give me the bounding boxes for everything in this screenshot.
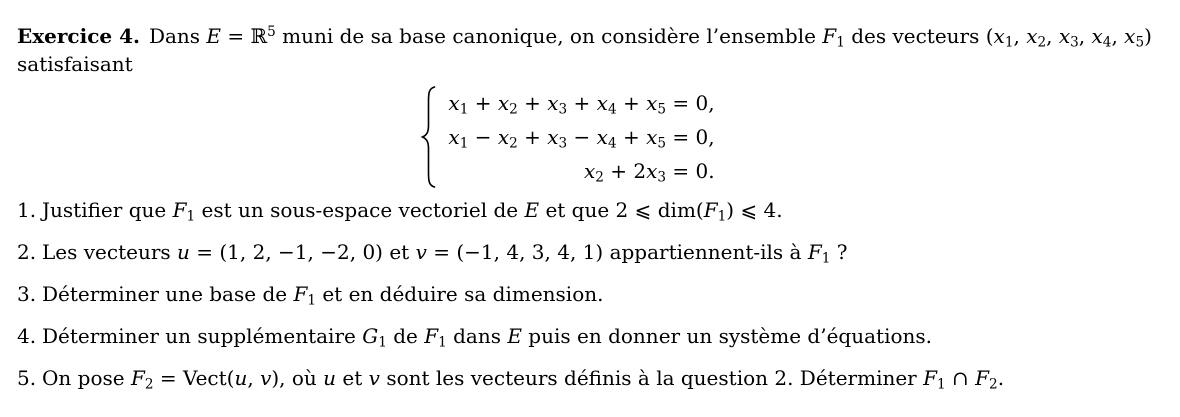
question-item-1: [17, 196, 1117, 224]
question-item-2: [17, 238, 1117, 266]
question-item-5: [17, 364, 1117, 392]
question-number: 3.: [17, 282, 37, 306]
statement-line-1: [17, 22, 1152, 51]
questions-list: [17, 196, 1117, 392]
question-text: Déterminer un supplémentaire $G_1$ de $F_1$ dans E puis en donner un système d’équations.: [42, 324, 933, 351]
question-text: Justifier que $F_1$ est un sous-espace vectoriel de E et que 2 ⩽ $dim(F_1)$ ⩽ 4.: [42, 198, 783, 225]
equation-system: [17, 85, 1117, 189]
question-number: 1.: [17, 198, 37, 222]
question-item-4: [17, 322, 1117, 350]
question-text: On pose $F_2$ = Vect(u, v), où u et v sont les vecteurs définis à la question 2. Déterminer $F_1$ ∩ $F_2$.: [42, 366, 1005, 393]
question-number: 5.: [17, 366, 37, 390]
left-brace: [419, 85, 439, 189]
question-text: Les vecteurs u = (1, 2, −1, −2, 0) et v = (−1, 4, 3, 4, 1) appartiennent-ils à $F_1$ ?: [42, 240, 848, 267]
equation-row-3: $x_2 + 2x_3 = 0$.: [583, 159, 715, 186]
statement-line-2: satisfaisant: [17, 52, 133, 76]
question-item-3: [17, 280, 1117, 308]
exercise-label: Exercice 4.: [17, 24, 140, 48]
question-number: 4.: [17, 324, 37, 348]
equation-row-2: $x_1 - x_2 + x_3 - x_4 + x_5 = 0$,: [448, 125, 715, 152]
equation-row-1: $x_1 + x_2 + x_3 + x_4 + x_5 = 0$,: [448, 91, 715, 118]
question-number: 2.: [17, 240, 37, 264]
statement-intro: Dans E = ℝ$^5$ muni de sa base canonique, on considère l’ensemble $F_1$ des vecteurs ($x_1$, $x_2$, $x_3$, $x_4$, $x_5$): [148, 24, 1152, 51]
question-text: Déterminer une base de $F_1$ et en déduire sa dimension.: [42, 282, 604, 309]
equation-rows: [448, 86, 714, 188]
